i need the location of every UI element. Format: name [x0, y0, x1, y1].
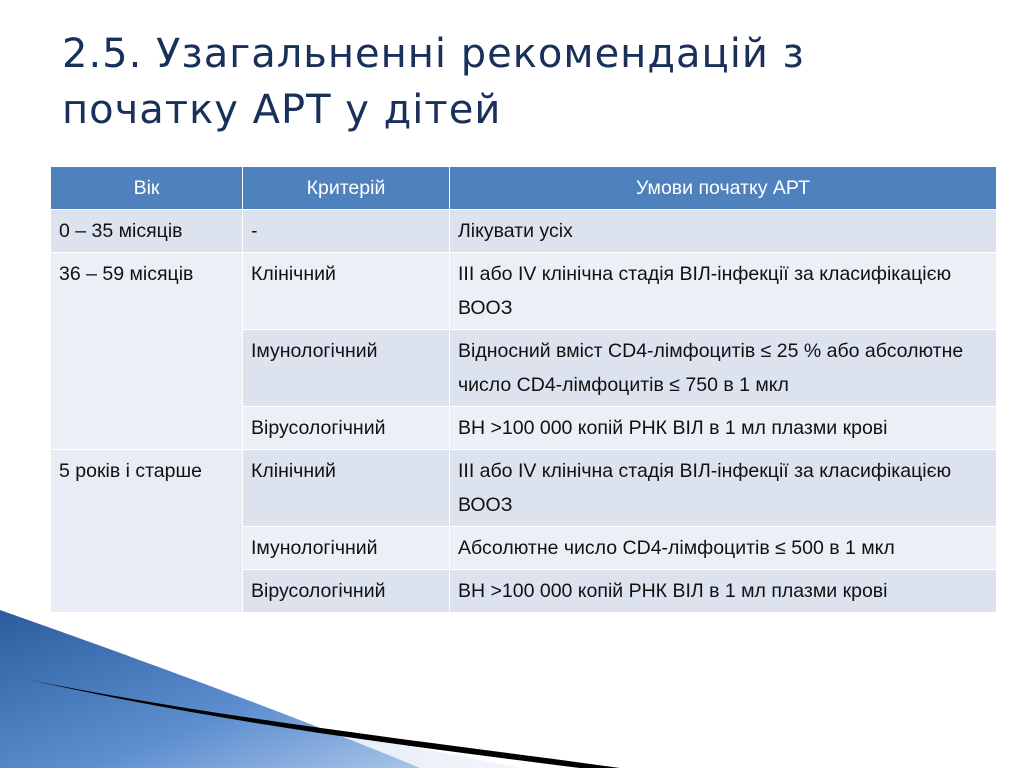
age-cell: 5 років і старше [51, 450, 243, 613]
criterion-cell: Клінічний [243, 450, 450, 527]
pale-swoosh [0, 688, 520, 768]
blue-swoosh [0, 610, 420, 768]
table-header-row [51, 167, 997, 210]
criterion-cell: Клінічний [243, 253, 450, 330]
conditions-cell: ВН >100 000 копій РНК ВІЛ в 1 мл плазми крові [450, 407, 997, 450]
conditions-cell: Абсолютне число CD4-лімфоцитів ≤ 500 в 1 мкл [450, 527, 997, 570]
conditions-cell: ВН >100 000 копій РНК ВІЛ в 1 мл плазми крові [450, 570, 997, 613]
conditions-cell: III або IV клінічна стадія ВІЛ-інфекції за класифікацією ВООЗ [450, 253, 997, 330]
art-criteria-table [50, 166, 997, 613]
criterion-cell: Імунологічний [243, 527, 450, 570]
criterion-cell: - [243, 210, 450, 253]
header-criterion: Критерій [243, 167, 450, 210]
header-age: Вік [51, 167, 243, 210]
conditions-cell: Відносний вміст CD4-лімфоцитів ≤ 25 % або абсолютне число CD4-лімфоцитів ≤ 750 в 1 мкл [450, 330, 997, 407]
age-cell: 36 – 59 місяців [51, 253, 243, 450]
title-line-2: початку АРТ у дітей [62, 87, 502, 133]
age-cell: 0 – 35 місяців [51, 210, 243, 253]
criterion-cell: Вірусологічний [243, 407, 450, 450]
conditions-cell: III або IV клінічна стадія ВІЛ-інфекції за класифікацією ВООЗ [450, 450, 997, 527]
table-row [51, 450, 997, 527]
title-line-1: 2.5. Узагальненні рекомендацій з [62, 31, 805, 77]
header-conditions: Умови початку АРТ [450, 167, 997, 210]
criterion-cell: Вірусологічний [243, 570, 450, 613]
table-row [51, 253, 997, 330]
slide-title [62, 26, 1002, 138]
black-swoosh [30, 680, 620, 768]
criterion-cell: Імунологічний [243, 330, 450, 407]
conditions-cell: Лікувати усіх [450, 210, 997, 253]
table-row [51, 210, 997, 253]
